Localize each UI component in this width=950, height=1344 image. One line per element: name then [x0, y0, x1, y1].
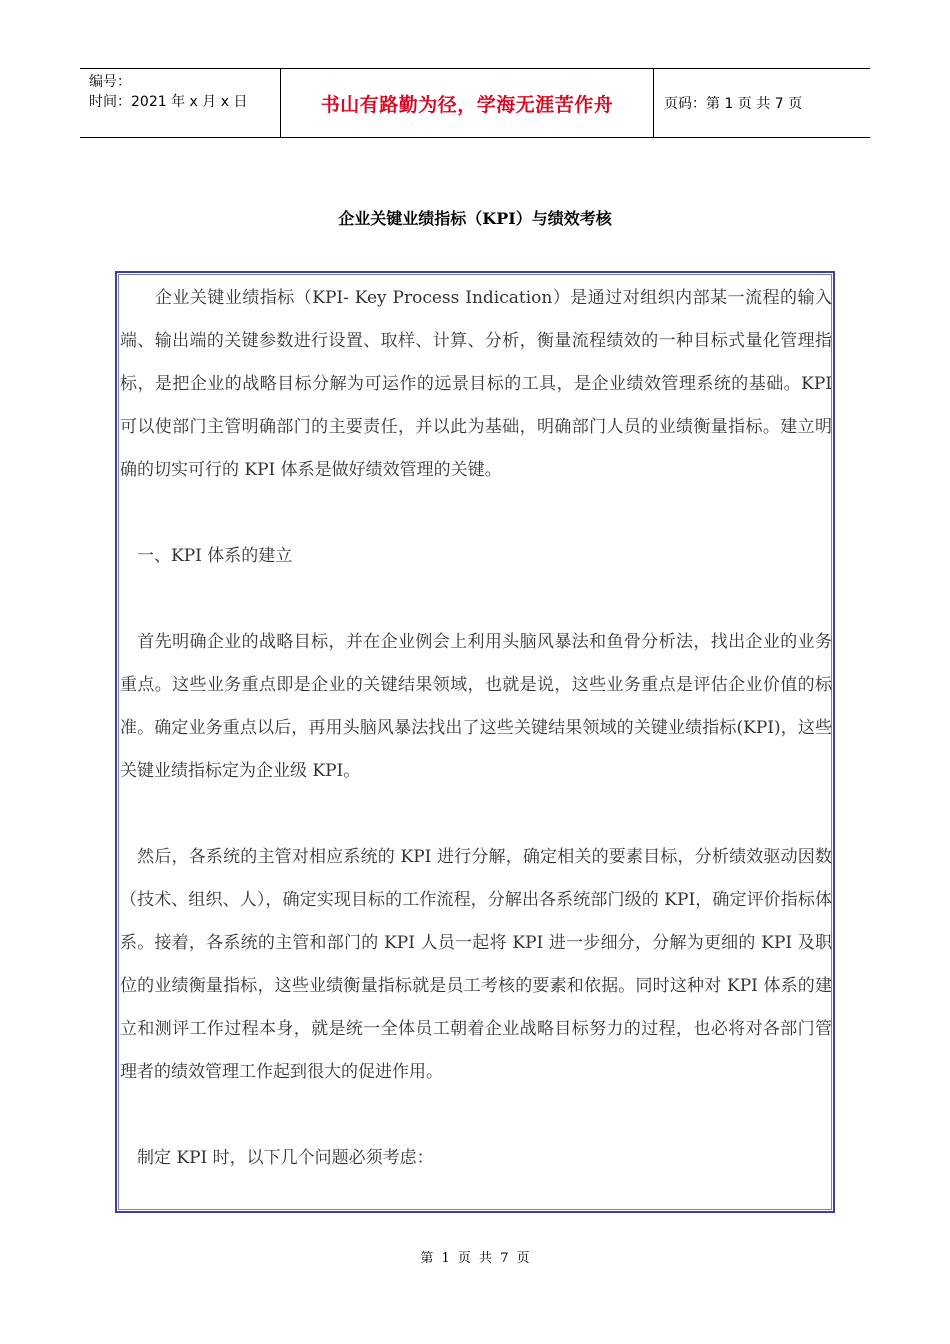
paragraph-intro: 企业关键业绩指标（KPI- Key Process Indication）是通过对组织内部某一流程的输入端、输出端的关键参数进行设置、取样、计算、分析，衡量流程绩效的一种目标式量化管理指标，是把企业的战略目标分解为可运作的远景目标的工具，是企业绩效管理系统的基础。KPI 可以使部门主管明确部门的主要责任，并以此为基础，明确部门人员的业绩衡量指标。建立明确的切实可行的 KPI 体系是做好绩效管理的关键。 — [120, 288, 832, 480]
header-page-info-cell — [654, 69, 870, 137]
serial-label: 编号： — [89, 74, 131, 90]
document-title: 企业关键业绩指标（KPI）与绩效考核 — [338, 209, 612, 228]
paragraph-strategy: 首先明确企业的战略目标，并在企业例会上利用头脑风暴法和鱼骨分析法，找出企业的业务重点。这些业务重点即是企业的关键结果领域，也就是说，这些业务重点是评估企业价值的标准。确定业务重点以后，再用头脑风暴法找出了这些关键结果领域的关键业绩指标(KPI)，这些关键业绩指标定为企业级 KPI。 — [120, 632, 832, 781]
content-frame — [115, 271, 835, 1213]
content-body — [120, 277, 832, 1180]
paragraph-considerations: 制定 KPI 时，以下几个问题必须考虑： — [120, 1148, 434, 1168]
header-page-info: 页码：第 1 页 共 7 页 — [664, 96, 803, 112]
header-meta — [80, 69, 281, 137]
header-motto: 书山有路勤为径，学海无涯苦作舟 — [320, 93, 614, 116]
header-motto-cell — [281, 69, 654, 137]
section-heading: 一、KPI 体系的建立 — [120, 546, 293, 566]
date-label: 时间：2021 年 x 月 x 日 — [89, 94, 248, 110]
paragraph-decomposition: 然后，各系统的主管对相应系统的 KPI 进行分解，确定相关的要素目标，分析绩效驱动因数（技术、组织、人），确定实现目标的工作流程，分解出各系统部门级的 KPI，确定评价指标体系。接着，各系统的主管和部门的 KPI 人员一起将 KPI 进一步细分，分解为更细的 KPI 及职位的业绩衡量指标，这些业绩衡量指标就是员工考核的要素和依据。同时这种对 KPI 体系的建立和测评工作过程本身，就是统一全体员工朝着企业战略目标努力的过程，也必将对各部门管理者的绩效管理工作起到很大的促进作用。 — [120, 847, 832, 1082]
page-footer: 第 1 页 共 7 页 — [420, 1251, 530, 1266]
document-header — [80, 68, 870, 138]
